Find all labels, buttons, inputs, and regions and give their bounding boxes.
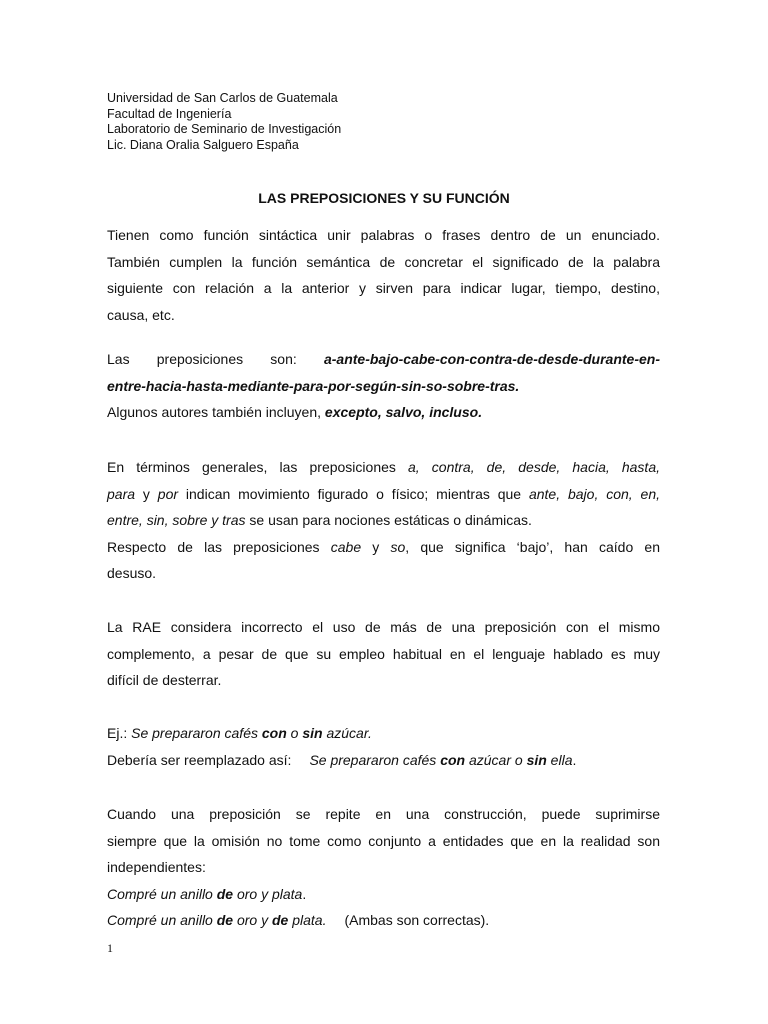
repeat-bold: de [216, 912, 234, 928]
general-text: indican movimiento figurado o físico; mientras que [178, 485, 529, 502]
repeat-example-2 [107, 907, 660, 934]
general-italic: ante, bajo, con, en, [528, 485, 661, 502]
example-italic: o [286, 725, 303, 741]
rae-paragraph [107, 614, 660, 694]
header-laboratory: Laboratorio de Seminario de Investigación [107, 122, 342, 136]
repeat-italic: oro y [233, 912, 272, 928]
general-italic: so [390, 538, 406, 555]
general-text: En términos generales, las preposiciones [107, 459, 408, 475]
prepositions-list-part2: entre-hacia-hasta-mediante-para-por-según-sin-so-sobre-tras. [107, 377, 520, 394]
general-italic: entre, sin, sobre y tras [107, 512, 246, 528]
general-text: y [361, 538, 391, 555]
example-bold: sin [302, 725, 323, 741]
header-university: Universidad de San Carlos de Guatemala [107, 91, 338, 105]
page-number: 1 [107, 941, 113, 955]
general-text: , que significa ‘bajo’, han caído en [405, 538, 660, 555]
general-text: se usan para nociones estáticas o dinámicas. [245, 512, 532, 528]
prepositions-also-line [107, 399, 660, 426]
general-paragraph [107, 454, 660, 587]
example-italic: azúcar. [322, 725, 372, 741]
repeat-italic: oro y plata [233, 885, 303, 902]
general-line [107, 454, 660, 481]
correction-bold: sin [526, 751, 547, 768]
intro-paragraph [107, 222, 660, 328]
prepositions-label: Las preposiciones son: [107, 351, 297, 367]
intro-line: siguiente con relación a la anterior y sirven para indicar lugar, tiempo, destino, [107, 280, 660, 296]
general-line [107, 534, 660, 561]
repeat-italic: Compré un anillo [107, 885, 217, 902]
general-italic: por [157, 485, 179, 502]
example-label: Ej.: [107, 725, 132, 741]
example-bold: con [261, 725, 287, 741]
repeat-line: independientes: [107, 859, 206, 875]
correction-italic: azúcar o [465, 751, 527, 768]
repeat-line: Cuando una preposición se repite en una construcción, puede suprimirse [107, 806, 660, 822]
correction-bold: con [440, 751, 466, 768]
document-header [107, 91, 341, 153]
repeat-bold: de [271, 912, 289, 928]
general-text: Respecto de las preposiciones [107, 538, 331, 555]
rae-line: La RAE considera incorrecto el uso de más de una preposición con el mismo [107, 619, 660, 635]
general-italic: para [107, 485, 136, 502]
correction-text: . [572, 751, 577, 768]
general-line [107, 481, 660, 508]
repeat-note: (Ambas son correctas). [344, 912, 490, 928]
repeat-example-1 [107, 881, 660, 908]
general-italic: a, contra, de, desde, hacia, hasta, [408, 459, 660, 475]
general-line: desuso. [107, 565, 157, 581]
example-italic: Se prepararon cafés [131, 725, 262, 741]
prepositions-also-text: Algunos autores también incluyen, [107, 404, 325, 420]
header-faculty: Facultad de Ingeniería [107, 106, 232, 121]
repeat-bold: de [216, 885, 234, 902]
rae-line: complemento, a pesar de que su empleo habitual en el lenguaje hablado es muy [107, 645, 660, 662]
intro-line: También cumplen la función semántica de concretar el significado de la palabra [107, 253, 660, 270]
example-block [107, 720, 660, 773]
rae-line: difícil de desterrar. [107, 672, 222, 688]
prepositions-list-part1: a-ante-bajo-cabe-con-contra-de-desde-durante-en- [323, 351, 661, 367]
header-author: Lic. Diana Oralia Salguero España [107, 137, 299, 152]
prepositions-paragraph [107, 346, 660, 426]
repeat-italic: plata. [288, 912, 327, 928]
repeat-text: . [302, 885, 307, 902]
correction-italic: ella [546, 751, 573, 768]
general-line [107, 507, 660, 534]
correction-italic: Se prepararon cafés [309, 751, 441, 768]
intro-line: causa, etc. [107, 306, 175, 323]
document-title: LAS PREPOSICIONES Y SU FUNCIÓN [258, 190, 510, 206]
prepositions-also-list: excepto, salvo, incluso. [324, 404, 483, 420]
correction-label: Debería ser reemplazado así: [107, 751, 292, 768]
general-text: y [135, 485, 158, 502]
intro-line: Tienen como función sintáctica unir palabras o frases dentro de un enunciado. [107, 227, 660, 243]
example-line [107, 720, 660, 747]
prepositions-line [107, 346, 660, 373]
correction-line [107, 747, 660, 774]
repeat-line: siempre que la omisión no tome como conjunto a entidades que en la realidad son [107, 832, 660, 849]
repeat-italic: Compré un anillo [107, 912, 217, 928]
general-italic: cabe [330, 538, 362, 555]
repeat-paragraph [107, 801, 660, 934]
